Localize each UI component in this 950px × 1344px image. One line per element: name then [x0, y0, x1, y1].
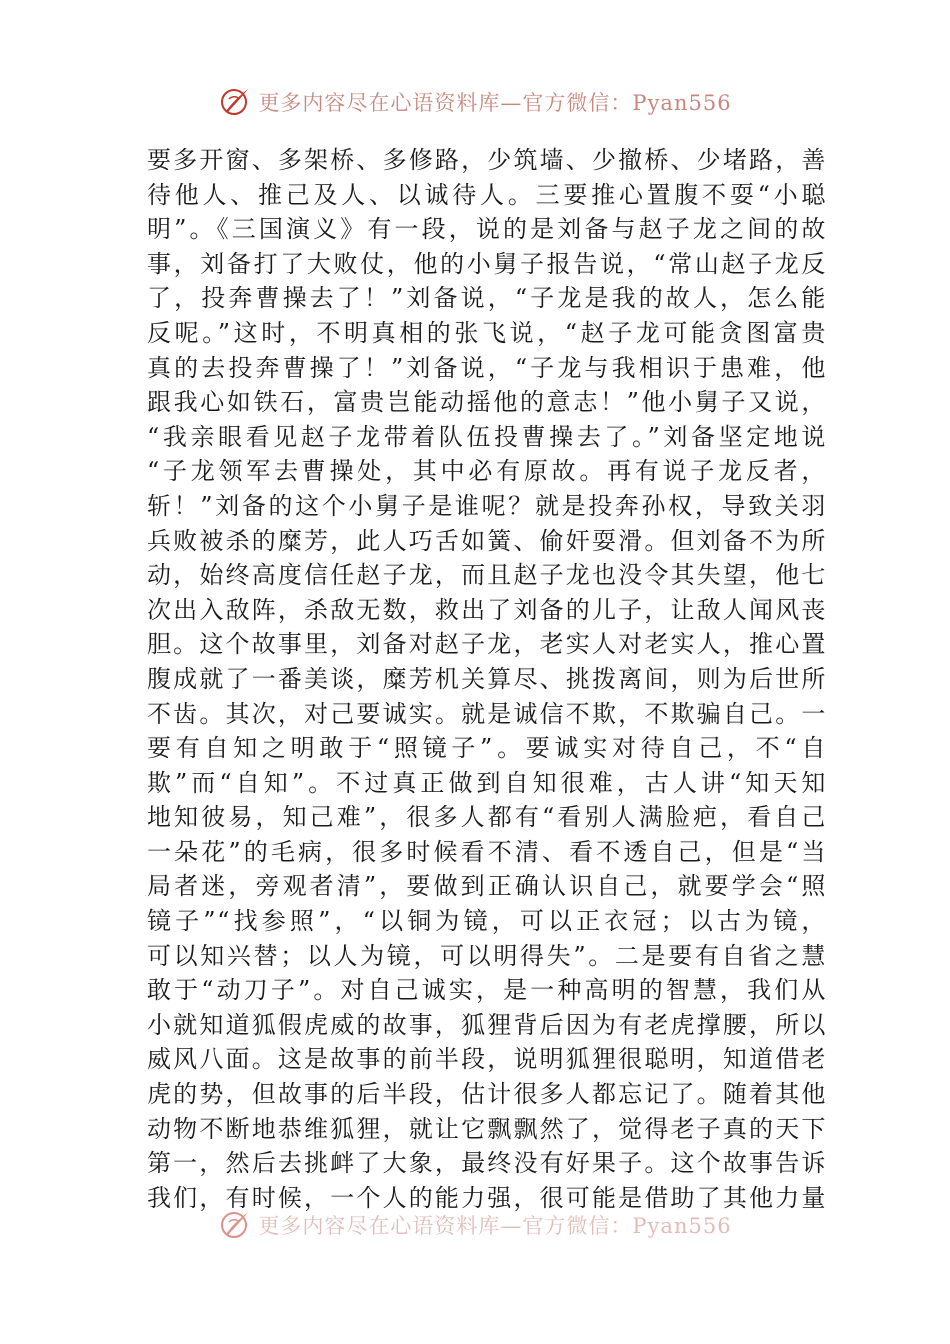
article-body — [147, 143, 827, 1215]
text-line: “我亲眼看见赵子龙带着队伍投曹操去了。”刘备坚定地说 — [147, 422, 827, 451]
text-line: 要有自知之明敢于“照镜子”。要诚实对待自己，不“自 — [147, 734, 827, 763]
text-line: 地知彼易，知己难”，很多人都有“看别人满脸疤，看自己 — [147, 803, 827, 832]
text-line: 待他人、推己及人、以诚待人。三要推心置腹不耍“小聪 — [147, 180, 827, 209]
watermark-text: 更多内容尽在心语资料库—官方微信：Pyan556 — [258, 1214, 732, 1238]
text-line: 我们，有时候，一个人的能力强，很可能是借助了其他力量 — [147, 1183, 827, 1212]
text-line: 敢于“动刀子”。对自己诚实，是一种高明的智慧，我们从 — [147, 976, 827, 1005]
text-line: 斩！”刘备的这个小舅子是谁呢？就是投奔孙权，导致关羽 — [147, 491, 827, 520]
text-line: 腹成就了一番美谈，糜芳机关算尽、挑拨离间，则为后世所 — [147, 664, 827, 693]
text-line: 了，投奔曹操去了！”刘备说，“子龙是我的故人，怎么能 — [147, 284, 827, 313]
text-line: 反呢。”这时，不明真相的张飞说，“赵子龙可能贪图富贵 — [147, 318, 827, 347]
text-line: 一朵花”的毛病，很多时候看不清、看不透自己，但是“当 — [147, 837, 827, 866]
text-line: “子龙领军去曹操处，其中必有原故。再有说子龙反者， — [147, 457, 827, 486]
text-line: 胆。这个故事里，刘备对赵子龙，老实人对老实人，推心置 — [147, 630, 827, 659]
text-line: 事，刘备打了大败仗，他的小舅子报告说，“常山赵子龙反 — [147, 249, 827, 278]
text-line: 小就知道狐假虎威的故事，狐狸背后因为有老虎撑腰，所以 — [147, 1010, 827, 1039]
text-line: 虎的势，但故事的后半段，估计很多人都忘记了。随着其他 — [147, 1080, 827, 1109]
text-line: 欺”而“自知”。不过真正做到自知很难，古人讲“知天知 — [147, 768, 827, 797]
watermark-text: 更多内容尽在心语资料库—官方微信：Pyan556 — [258, 91, 732, 115]
text-line: 真的去投奔曹操了！”刘备说，“子龙与我相识于患难，他 — [147, 353, 827, 382]
text-line: 第一，然后去挑衅了大象，最终没有好果子。这个故事告诉 — [147, 1149, 827, 1178]
text-line: 镜子”“找参照”，“以铜为镜，可以正衣冠；以古为镜， — [147, 907, 827, 936]
footer-watermark — [0, 1205, 950, 1245]
text-line: 动物不断地恭维狐狸，就让它飘飘然了，觉得老子真的天下 — [147, 1114, 827, 1143]
quill-logo-icon — [218, 1208, 252, 1242]
text-line: 兵败被杀的糜芳，此人巧舌如簧、偷奸耍滑。但刘备不为所 — [147, 526, 827, 555]
text-line: 次出入敌阵，杀敌无数，救出了刘备的儿子，让敌人闻风丧 — [147, 595, 827, 624]
text-line: 局者迷，旁观者清”，要做到正确认识自己，就要学会“照 — [147, 872, 827, 901]
text-line: 不齿。其次，对己要诚实。就是诚信不欺，不欺骗自己。一 — [147, 699, 827, 728]
quill-logo-icon — [218, 85, 252, 119]
text-line: 跟我心如铁石，富贵岂能动摇他的意志！”他小舅子又说， — [147, 388, 827, 417]
text-line: 要多开窗、多架桥、多修路，少筑墙、少撤桥、少堵路，善 — [147, 146, 827, 174]
text-line: 明”。《三国演义》有一段，说的是刘备与赵子龙之间的故 — [147, 215, 827, 244]
text-line: 动，始终高度信任赵子龙，而且赵子龙也没令其失望，他七 — [147, 561, 827, 590]
text-line: 威风八面。这是故事的前半段，说明狐狸很聪明，知道借老 — [147, 1045, 827, 1074]
text-line: 可以知兴替；以人为镜，可以明得失”。二是要有自省之慧 — [147, 941, 827, 970]
header-watermark — [0, 82, 950, 122]
